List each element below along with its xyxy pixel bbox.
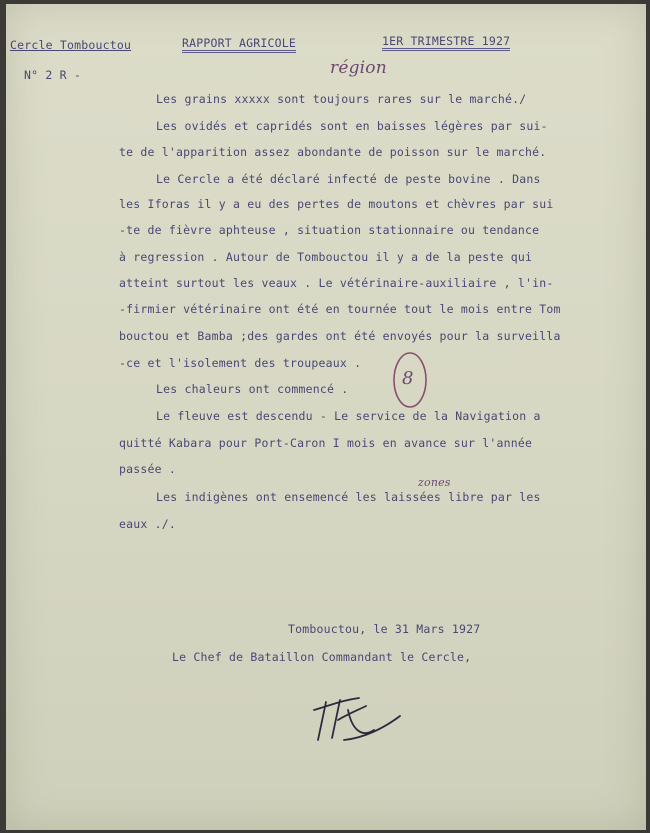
body-line: quitté Kabara pour Port-Caron I mois en avance sur l'année: [119, 436, 533, 450]
body-line: te de l'apparition assez abondante de poisson sur le marché.: [119, 145, 547, 159]
report-title: RAPPORT AGRICOLE: [182, 36, 296, 53]
body-line: -te de fièvre aphteuse , situation stationnaire ou tendance: [119, 223, 540, 237]
body-line: bouctou et Bamba ;des gardes ont été envoyés pour la surveilla: [119, 329, 561, 343]
reference-number: N° 2 R -: [24, 68, 81, 82]
signatory-title: Le Chef de Bataillon Commandant le Cercle,: [172, 650, 472, 664]
body-line: passée .: [119, 462, 176, 476]
body-line: Le Cercle a été déclaré infecté de peste bovine . Dans: [156, 172, 541, 186]
body-line: les Iforas il y a eu des pertes de moutons et chèvres par sui: [119, 197, 554, 211]
body-line: eaux ./.: [119, 517, 176, 531]
body-line: Les chaleurs ont commencé .: [156, 382, 349, 396]
quarter-header: 1ER TRIMESTRE 1927: [382, 34, 510, 51]
body-line: -firmier vétérinaire ont été en tournée tout le mois entre Tom: [119, 302, 561, 316]
body-line: Les grains xxxxx sont toujours rares sur le marché./: [156, 92, 527, 106]
handwritten-note: région: [330, 58, 387, 78]
body-line: atteint surtout les veaux . Le vétérinaire-auxiliaire , l'in-: [119, 276, 554, 290]
body-line: Les ovidés et capridés sont en baisses légères par sui-: [156, 119, 548, 133]
body-line: Les indigènes ont ensemencé les laissées libre par les: [156, 490, 541, 504]
body-line: à regression . Autour de Tombouctou il y a de la peste qui: [119, 250, 533, 264]
margin-mark: 8: [402, 368, 414, 389]
document-page: [6, 4, 646, 830]
body-line: -ce et l'isolement des troupeaux .: [119, 356, 362, 370]
cercle-header: Cercle Tombouctou: [10, 38, 132, 52]
signature-mark: [304, 680, 414, 750]
body-line: Le fleuve est descendu - Le service de la Navigation a: [156, 409, 541, 423]
place-date: Tombouctou, le 31 Mars 1927: [288, 622, 481, 636]
insert-note: zones: [418, 476, 451, 489]
